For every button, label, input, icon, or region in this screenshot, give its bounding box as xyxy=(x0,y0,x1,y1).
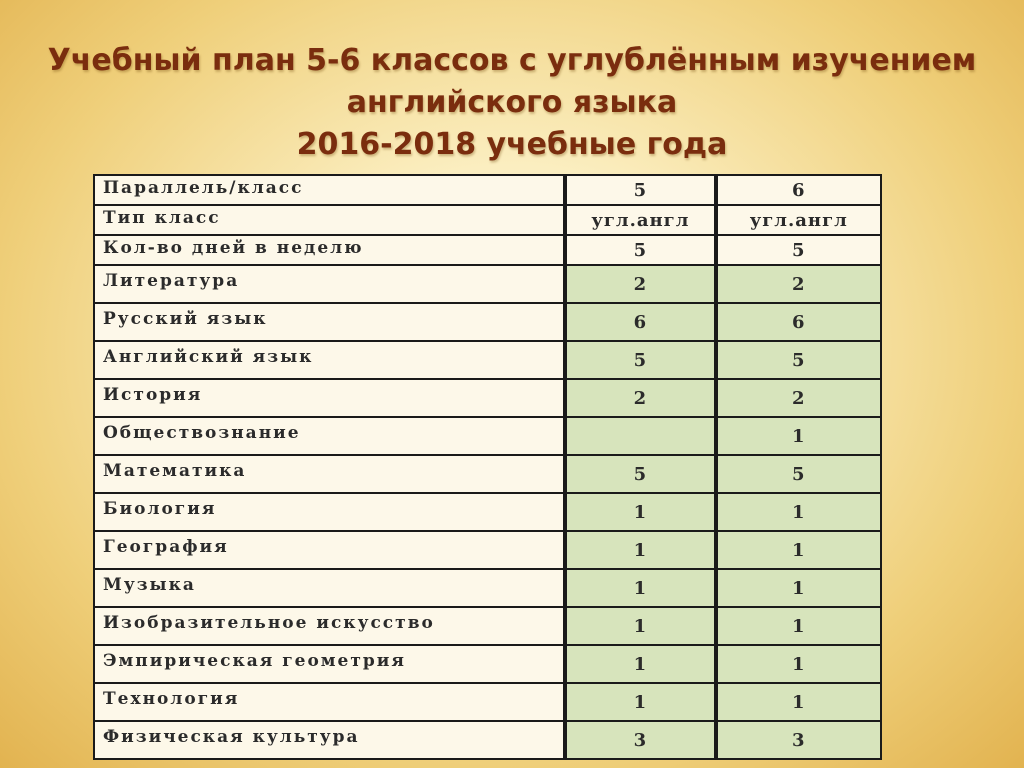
subjects-table xyxy=(93,264,882,760)
grade-6-value: 3 xyxy=(716,721,881,759)
grade-6-value: 6 xyxy=(716,303,881,341)
grade-5-value xyxy=(565,417,715,455)
row-label: Тип класс xyxy=(94,205,565,235)
row-label: Параллель/класс xyxy=(94,175,565,205)
row-label: Обществознание xyxy=(94,417,565,455)
row-label: Физическая культура xyxy=(94,721,565,759)
grade-6-value: 1 xyxy=(716,417,881,455)
row-label: Технология xyxy=(94,683,565,721)
subject-row xyxy=(94,683,881,721)
subject-row xyxy=(94,417,881,455)
grade-5-value: 5 xyxy=(565,341,715,379)
class-info-table xyxy=(93,174,882,266)
grade-5-value: 1 xyxy=(565,531,715,569)
subject-row xyxy=(94,455,881,493)
subject-row xyxy=(94,607,881,645)
row-label: География xyxy=(94,531,565,569)
grade-6-value: 2 xyxy=(716,265,881,303)
grade-6-value: 1 xyxy=(716,531,881,569)
subject-row xyxy=(94,721,881,759)
grade-6-value: 1 xyxy=(716,645,881,683)
grade-6-value: 1 xyxy=(716,683,881,721)
title-line-1: Учебный план 5-6 классов с углублённым изучением xyxy=(47,43,977,78)
grade-6-value: 5 xyxy=(716,341,881,379)
row-label: Биология xyxy=(94,493,565,531)
grade-5-value: 5 xyxy=(565,235,715,265)
row-label: Русский язык xyxy=(94,303,565,341)
subject-row xyxy=(94,341,881,379)
title-line-2: английского языка xyxy=(346,85,678,120)
class-info-row xyxy=(94,175,881,205)
grade-6-value: 1 xyxy=(716,607,881,645)
grade-5-value: 2 xyxy=(565,379,715,417)
grade-6-value: 1 xyxy=(716,569,881,607)
grade-6-value: угл.англ xyxy=(716,205,881,235)
row-label: История xyxy=(94,379,565,417)
grade-5-value: 1 xyxy=(565,493,715,531)
row-label: Кол-во дней в неделю xyxy=(94,235,565,265)
grade-5-value: 6 xyxy=(565,303,715,341)
grade-5-value: 1 xyxy=(565,683,715,721)
page-title xyxy=(0,40,1024,166)
grade-6-value: 5 xyxy=(716,235,881,265)
grade-5-value: угл.англ xyxy=(565,205,715,235)
subject-row xyxy=(94,303,881,341)
subject-row xyxy=(94,493,881,531)
row-label: Литература xyxy=(94,265,565,303)
grade-5-value: 5 xyxy=(565,455,715,493)
subject-row xyxy=(94,531,881,569)
row-label: Эмпирическая геометрия xyxy=(94,645,565,683)
grade-5-value: 2 xyxy=(565,265,715,303)
subject-row xyxy=(94,645,881,683)
row-label: Английский язык xyxy=(94,341,565,379)
row-label: Музыка xyxy=(94,569,565,607)
class-info-row xyxy=(94,235,881,265)
grade-6-value: 6 xyxy=(716,175,881,205)
grade-6-value: 1 xyxy=(716,493,881,531)
grade-6-value: 5 xyxy=(716,455,881,493)
grade-5-value: 1 xyxy=(565,569,715,607)
class-info-row xyxy=(94,205,881,235)
subject-row xyxy=(94,569,881,607)
grade-6-value: 2 xyxy=(716,379,881,417)
grade-5-value: 5 xyxy=(565,175,715,205)
row-label: Математика xyxy=(94,455,565,493)
subject-row xyxy=(94,379,881,417)
grade-5-value: 3 xyxy=(565,721,715,759)
title-line-3: 2016-2018 учебные года xyxy=(296,127,728,162)
subject-row xyxy=(94,265,881,303)
grade-5-value: 1 xyxy=(565,607,715,645)
grade-5-value: 1 xyxy=(565,645,715,683)
row-label: Изобразительное искусство xyxy=(94,607,565,645)
